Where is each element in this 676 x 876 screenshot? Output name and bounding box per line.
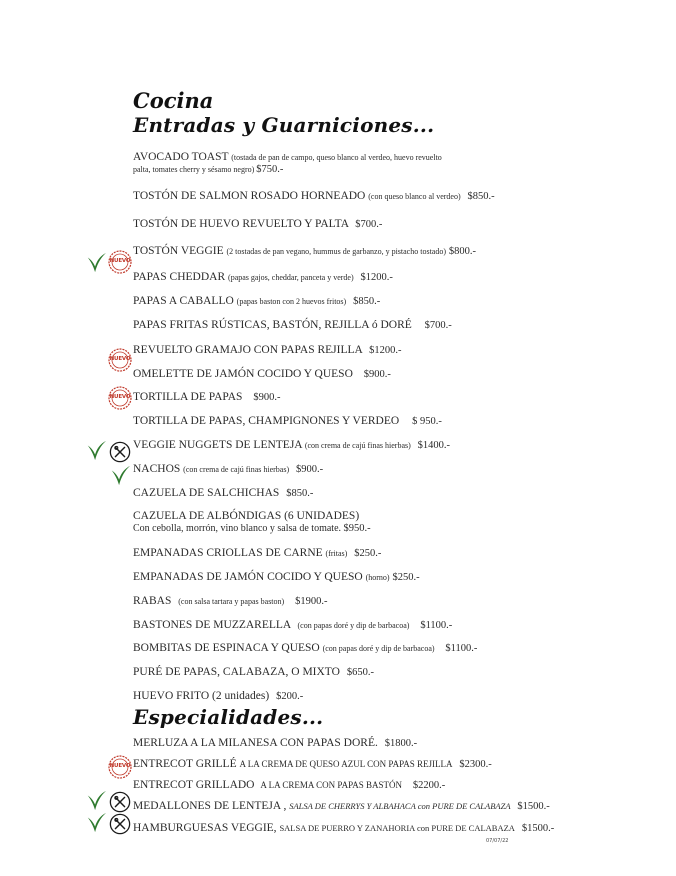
item-price: $750.-: [256, 164, 284, 175]
menu-item: [133, 463, 323, 475]
item-price: $1200.-: [360, 272, 393, 283]
item-description: (2 tostadas de pan vegano, hummus de garbanzo, y pistacho tostado): [226, 247, 446, 256]
item-price: $900.-: [363, 369, 391, 380]
menu-item: [133, 391, 280, 403]
item-name: TOSTÓN DE HUEVO REVUELTO Y PALTA: [133, 218, 349, 230]
item-price: $650.-: [346, 667, 374, 678]
item-price: $900.-: [296, 464, 324, 475]
menu-item: [133, 245, 476, 257]
item-description: SALSA DE CHERRYS Y ALBAHACA con PURE DE CALABAZA: [289, 801, 511, 811]
nuevo-stamp-icon: [108, 348, 132, 372]
item-description: (con crema de cajú finas hierbas): [304, 441, 411, 450]
section-title-especialidades: Especialidades...: [133, 705, 324, 729]
vegan-leaf-icon: [109, 465, 131, 487]
item-name: CAZUELA DE ALBÓNDIGAS (6 UNIDADES): [133, 510, 360, 522]
item-name: ENTRECOT GRILLÉ: [133, 758, 237, 770]
vegan-leaf-icon: [85, 790, 107, 812]
item-price: $2300.-: [459, 759, 492, 770]
item-price: $1800.-: [384, 738, 418, 749]
item-price: $1400.-: [417, 440, 451, 451]
item-description: A LA CREMA CON PAPAS BASTÓN: [260, 780, 403, 790]
item-name: MERLUZA A LA MILANESA CON PAPAS DORÉ.: [133, 737, 378, 749]
item-name: PAPAS A CABALLO: [133, 295, 234, 307]
badge-label: NUEVO: [109, 258, 131, 264]
item-name: BOMBITAS DE ESPINACA Y QUESO: [133, 642, 320, 654]
menu-item: [133, 800, 550, 812]
menu-item: [133, 295, 380, 307]
menu-item: [133, 737, 417, 749]
item-description: (tostada de pan de campo, queso blanco al verdeo, huevo revuelto: [231, 153, 442, 162]
crossed-utensils-icon: [109, 441, 131, 463]
item-description: (con crema de cajú finas hierbas): [183, 465, 290, 474]
crossed-utensils-icon: [109, 791, 131, 813]
menu-item: [133, 487, 313, 499]
item-price: $200.-: [276, 691, 304, 702]
item-name: TORTILLA DE PAPAS, CHAMPIGNONES Y VERDEO: [133, 415, 400, 427]
item-price: $250.-: [392, 572, 420, 583]
item-price: $ 950.-: [412, 416, 442, 427]
menu-item: [133, 439, 450, 451]
item-name: PURÉ DE PAPAS, CALABAZA, O MIXTO: [133, 666, 340, 678]
menu-item: [133, 415, 442, 427]
item-name: HUEVO FRITO (2 unidades): [133, 690, 270, 702]
item-name: ENTRECOT GRILLADO: [133, 779, 255, 791]
item-name: NACHOS: [133, 463, 181, 475]
nuevo-stamp-icon: [108, 755, 132, 779]
nuevo-stamp-icon: [108, 386, 132, 410]
menu-item: [133, 571, 420, 583]
item-name: MEDALLONES DE LENTEJA ,: [133, 800, 287, 812]
menu-item: [133, 619, 452, 631]
menu-item: [133, 218, 382, 230]
vegan-leaf-icon: [85, 252, 107, 274]
item-price: $1900.-: [295, 596, 328, 607]
menu-item: [133, 666, 374, 678]
menu-item: [133, 779, 445, 791]
menu-item: [133, 595, 327, 607]
menu-item: [133, 690, 303, 702]
menu-item: [133, 822, 554, 834]
nuevo-stamp-icon: [108, 250, 132, 274]
badge-label: NUEVO: [109, 763, 131, 769]
item-name: REVUELTO GRAMAJO CON PAPAS REJILLA: [133, 344, 363, 356]
menu-item: [133, 190, 495, 202]
menu-item: [133, 642, 477, 654]
item-name: OMELETTE DE JAMÓN COCIDO Y QUESO: [133, 368, 353, 380]
menu-item: [133, 368, 391, 380]
item-name: HAMBURGUESAS VEGGIE,: [133, 822, 277, 834]
badge-label: NUEVO: [109, 394, 131, 400]
item-description-line2: Con cebolla, morrón, vino blanco y salsa de tomate. $950.-: [133, 523, 371, 534]
item-name: TORTILLA DE PAPAS: [133, 391, 243, 403]
item-price: $1200.-: [369, 345, 402, 356]
item-price: $850.-: [467, 191, 495, 202]
item-price: $850.-: [286, 488, 314, 499]
item-description: (con salsa tartara y papas baston): [178, 597, 285, 606]
item-price: $700.-: [424, 320, 452, 331]
item-description: (con papas doré y dip de barbacoa): [297, 621, 410, 630]
item-price: $1100.-: [445, 643, 478, 654]
date-note: 07/07/22: [486, 838, 509, 844]
menu-item: [133, 510, 371, 534]
item-name: VEGGIE NUGGETS DE LENTEJA: [133, 439, 302, 451]
item-description: (papas gajos, cheddar, panceta y verde): [228, 273, 354, 282]
item-name: CAZUELA DE SALCHICHAS: [133, 487, 280, 499]
item-description: (fritas): [325, 549, 348, 558]
item-name: PAPAS CHEDDAR: [133, 271, 226, 283]
item-price: $800.-: [448, 246, 476, 257]
badge-label: NUEVO: [109, 356, 131, 362]
item-description: (con papas doré y dip de barbacoa): [322, 644, 435, 653]
menu-item: [133, 547, 381, 559]
item-description-line2: palta, tomates cherry y sésamo negro) $750.-: [133, 164, 284, 175]
menu-item: [133, 151, 442, 175]
vegan-leaf-icon: [85, 440, 107, 462]
item-description: (con queso blanco al verdeo): [368, 192, 461, 201]
menu-item: [133, 758, 492, 770]
item-price: $2200.-: [412, 780, 446, 791]
item-price: $1500.-: [521, 823, 555, 834]
menu-item: [133, 344, 401, 356]
item-price: $250.-: [354, 548, 382, 559]
item-name: PAPAS FRITAS RÚSTICAS, BASTÓN, REJILLA ó DORÉ: [133, 319, 412, 331]
page-title: Cocina: [133, 88, 214, 113]
item-price: $1100.-: [420, 620, 453, 631]
item-name: EMPANADAS CRIOLLAS DE CARNE: [133, 547, 323, 559]
section-title-entradas: Entradas y Guarniciones...: [133, 113, 435, 137]
item-price: $1500.-: [517, 801, 550, 812]
vegan-leaf-icon: [85, 812, 107, 834]
item-price: $850.-: [353, 296, 381, 307]
item-name: AVOCADO TOAST: [133, 151, 229, 163]
item-price: $700.-: [355, 219, 383, 230]
menu-item: [133, 319, 452, 331]
item-description: (horno): [365, 573, 390, 582]
item-name: RABAS: [133, 595, 172, 607]
item-price: $950.-: [343, 523, 371, 534]
item-description: A LA CREMA DE QUESO AZUL CON PAPAS REJILLA: [239, 759, 453, 769]
item-name: TOSTÓN VEGGIE: [133, 245, 224, 257]
item-description: (papas baston con 2 huevos fritos): [236, 297, 347, 306]
item-name: TOSTÓN DE SALMON ROSADO HORNEADO: [133, 190, 366, 202]
item-name: EMPANADAS DE JAMÓN COCIDO Y QUESO: [133, 571, 363, 583]
menu-item: [133, 271, 393, 283]
item-price: $900.-: [253, 392, 281, 403]
item-description: SALSA DE PUERRO Y ZANAHORIA con PURE DE CALABAZA: [279, 823, 515, 833]
item-name: BASTONES DE MUZZARELLA: [133, 619, 291, 631]
crossed-utensils-icon: [109, 813, 131, 835]
